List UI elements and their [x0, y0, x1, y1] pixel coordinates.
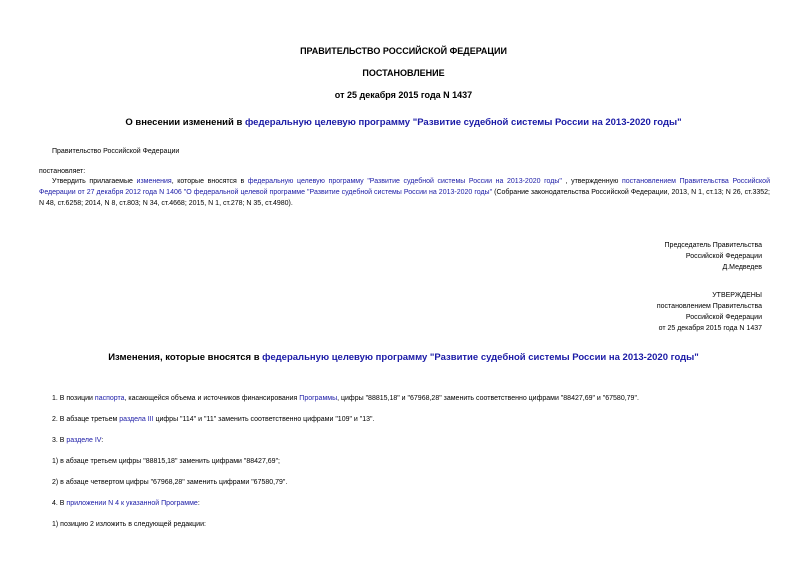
header-org: ПРАВИТЕЛЬСТВО РОССИЙСКОЙ ФЕДЕРАЦИИ [300, 46, 507, 56]
signature-block [665, 240, 762, 273]
item-3: 3. В разделе IV: [52, 437, 104, 444]
changes-title-program-link[interactable]: федеральную целевую программу "Развитие судебной системы России на 2013-2020 годы" [262, 352, 699, 363]
approved-line: постановлением Правительства [656, 303, 762, 310]
item-4-sub-1: 1) позицию 2 изложить в следующей редакции: [52, 521, 206, 528]
approved-block [657, 290, 762, 334]
link-appendix-4[interactable]: приложении N 4 к указанной Программе [66, 500, 198, 507]
link-passport[interactable]: паспорта [94, 395, 125, 402]
signature-line: Российской Федерации [685, 253, 762, 260]
item-2: 2. В абзаце третьем раздела III цифры "114" и "11" заменить соответственно цифрами "109" и "13". [52, 416, 375, 423]
header-date-number: от 25 декабря 2015 года N 1437 [334, 90, 473, 100]
signature-name: Д.Медведев [722, 264, 762, 271]
item-3-sub-2: 2) в абзаце четвертом цифры "67968,28" заменить цифрами "67580,79". [52, 479, 288, 486]
intro-paragraph: Утвердить прилагаемые изменения, которые вносятся в федеральную целевую программу "Развитие судебной системы России на 2013-2020 годы" , утвержденную постановлением Правительства Российской Федерации от 27 декабря 2012 года N 1406 "О федеральной целевой программе "Развитие судебной системы России на 2013-2020 годы" (Собрание законодательства Российской Федерации, 2013, N 1, ст.13; N 26, ст.3352; N 48, ст.6258; 2014, N 8, ст.803; N 34, ст.4668; 2015, N 1, ст.278; N 35, ст.4980). [39, 178, 770, 207]
item-4: 4. В приложении N 4 к указанной Программе: [52, 500, 200, 507]
approved-line: УТВЕРЖДЕНЫ [712, 292, 762, 299]
link-program[interactable]: федеральную целевую программу "Развитие судебной системы России на 2013-2020 годы" [247, 178, 562, 185]
signature-line: Председатель Правительства [664, 242, 762, 249]
link-section-3[interactable]: раздела III [119, 416, 154, 423]
item-3-sub-1: 1) в абзаце третьем цифры "88815,18" заменить цифрами "88427,69"; [52, 458, 280, 465]
intro-govt: Правительство Российской Федерации [52, 148, 180, 155]
changes-title: Изменения, которые вносятся в федеральную целевую программу "Развитие судебной системы России на 2013-2020 годы" [108, 352, 699, 363]
approved-line: от 25 декабря 2015 года N 1437 [658, 325, 762, 332]
link-decree-1406[interactable]: постановлением Правительства Российской Федерации от 27 декабря 2012 года N 1406 "О федеральной целевой программе "Развитие судебной системы России на 2013-2020 годы" [39, 178, 770, 196]
link-changes[interactable]: изменения [136, 178, 172, 185]
item-1: 1. В позиции паспорта, касающейся объема и источников финансирования Программы, цифры "88815,18" и "67968,28" заменить соответственно цифрами "88427,69" и "67580,79". [52, 395, 639, 402]
approved-line: Российской Федерации [685, 314, 762, 321]
document-title [0, 117, 807, 128]
title-prefix: О внесении изменений в [125, 117, 245, 128]
header-doc-type: ПОСТАНОВЛЕНИЕ [362, 68, 445, 78]
intro-decrees: постановляет: [39, 168, 86, 175]
link-section-4[interactable]: разделе IV [66, 437, 102, 444]
link-programme[interactable]: Программы [299, 395, 338, 402]
title-program-link[interactable]: федеральную целевую программу "Развитие судебной системы России на 2013-2020 годы" [244, 117, 682, 128]
